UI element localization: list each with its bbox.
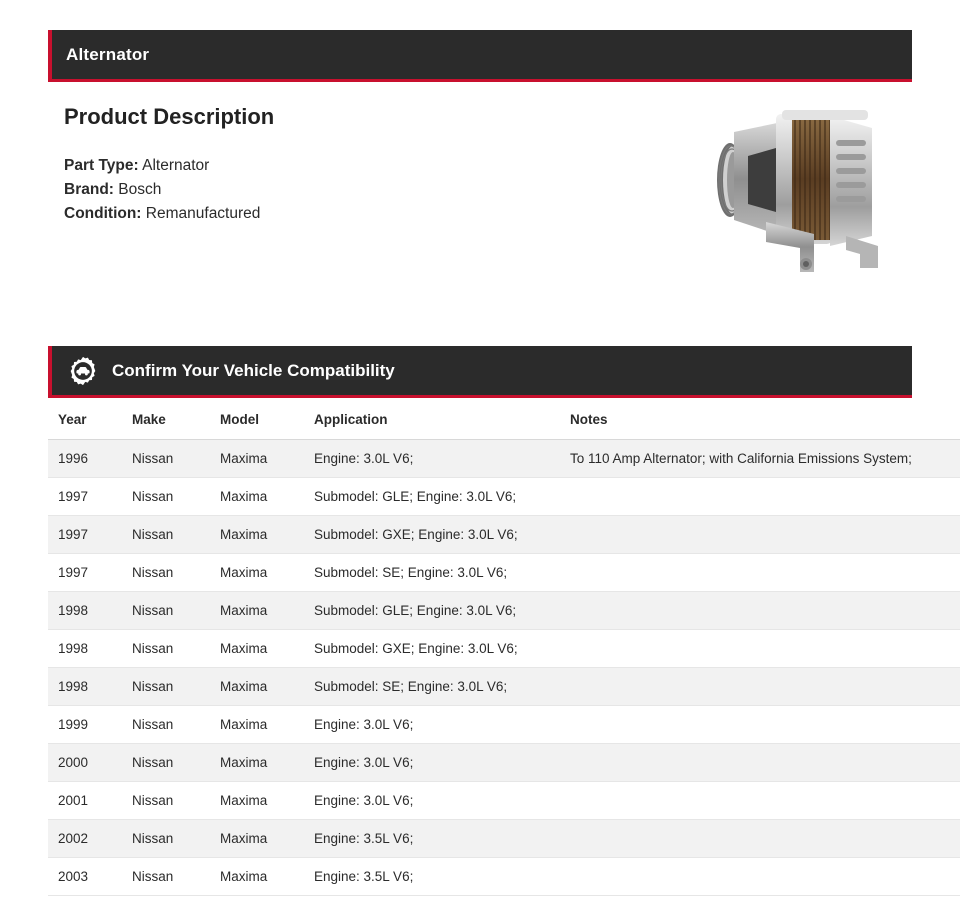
- table-row: [48, 478, 960, 516]
- table-row: [48, 744, 960, 782]
- cell-model: Maxima: [212, 440, 306, 478]
- cell-application: Engine: 3.5L V6;: [306, 820, 562, 858]
- cell-make: Nissan: [124, 668, 212, 706]
- cell-application: Submodel: GXE; Engine: 3.0L V6;: [306, 516, 562, 554]
- column-header-application: Application: [306, 398, 562, 440]
- cell-application: Submodel: GLE; Engine: 3.0L V6;: [306, 592, 562, 630]
- cell-notes: [562, 744, 960, 782]
- table-row: [48, 706, 960, 744]
- spec-row-brand: [64, 178, 608, 202]
- cell-notes: [562, 668, 960, 706]
- cell-model: Maxima: [212, 516, 306, 554]
- cell-year: 1997: [48, 554, 124, 592]
- cell-application: Engine: 3.5L V6;: [306, 858, 562, 896]
- cell-make: Nissan: [124, 440, 212, 478]
- cell-model: Maxima: [212, 744, 306, 782]
- table-header-row: [48, 398, 960, 440]
- compatibility-title: Confirm Your Vehicle Compatibility: [112, 360, 395, 380]
- cell-model: Maxima: [212, 592, 306, 630]
- spec-label-condition: Condition:: [64, 205, 142, 222]
- compatibility-header-bar: [48, 346, 912, 398]
- column-header-notes: Notes: [562, 398, 960, 440]
- cell-make: Nissan: [124, 706, 212, 744]
- cell-notes: [562, 478, 960, 516]
- cell-make: Nissan: [124, 592, 212, 630]
- cell-make: Nissan: [124, 630, 212, 668]
- product-description-heading: Product Description: [64, 104, 275, 129]
- cell-year: 1997: [48, 516, 124, 554]
- cell-make: Nissan: [124, 516, 212, 554]
- table-row: [48, 630, 960, 668]
- table-row: [48, 516, 960, 554]
- cell-notes: [562, 592, 960, 630]
- gear-car-icon: [66, 354, 100, 388]
- cell-notes: To 110 Amp Alternator; with California Emissions System;: [562, 440, 960, 478]
- cell-application: Submodel: SE; Engine: 3.0L V6;: [306, 554, 562, 592]
- cell-year: 2001: [48, 782, 124, 820]
- product-description-section: [48, 104, 912, 304]
- cell-make: Nissan: [124, 554, 212, 592]
- cell-make: Nissan: [124, 820, 212, 858]
- cell-year: 1996: [48, 440, 124, 478]
- cell-notes: [562, 706, 960, 744]
- table-row: [48, 440, 960, 478]
- column-header-year: Year: [48, 398, 124, 440]
- cell-model: Maxima: [212, 554, 306, 592]
- cell-make: Nissan: [124, 858, 212, 896]
- table-row: [48, 820, 960, 858]
- cell-year: 1998: [48, 630, 124, 668]
- table-row: [48, 668, 960, 706]
- fitment-table-head: [48, 398, 960, 440]
- cell-application: Engine: 3.0L V6;: [306, 706, 562, 744]
- spec-value-part-type: Alternator: [142, 157, 210, 174]
- table-row: [48, 782, 960, 820]
- cell-model: Maxima: [212, 820, 306, 858]
- listing-page: [0, 30, 960, 916]
- cell-model: Maxima: [212, 706, 306, 744]
- cell-year: 1999: [48, 706, 124, 744]
- cell-application: Submodel: GLE; Engine: 3.0L V6;: [306, 478, 562, 516]
- cell-year: 2000: [48, 744, 124, 782]
- spec-value-condition: Remanufactured: [145, 205, 261, 222]
- cell-application: Engine: 3.0L V6;: [306, 782, 562, 820]
- spec-label-brand: Brand:: [64, 181, 114, 198]
- cell-model: Maxima: [212, 668, 306, 706]
- column-header-model: Model: [212, 398, 306, 440]
- cell-notes: [562, 630, 960, 668]
- accent-stripe: [48, 346, 52, 395]
- spec-row-condition: [64, 202, 608, 226]
- cell-notes: [562, 782, 960, 820]
- product-description-text: [48, 104, 608, 226]
- cell-application: Engine: 3.0L V6;: [306, 744, 562, 782]
- table-row: [48, 554, 960, 592]
- table-row: [48, 592, 960, 630]
- cell-model: Maxima: [212, 478, 306, 516]
- cell-notes: [562, 858, 960, 896]
- cell-notes: [562, 554, 960, 592]
- fitment-table-body: [48, 440, 960, 896]
- page-title: Alternator: [66, 44, 150, 64]
- cell-model: Maxima: [212, 858, 306, 896]
- cell-make: Nissan: [124, 782, 212, 820]
- spec-label-part-type: Part Type:: [64, 157, 139, 174]
- alternator-photo: [696, 96, 906, 296]
- cell-application: Submodel: SE; Engine: 3.0L V6;: [306, 668, 562, 706]
- cell-year: 2002: [48, 820, 124, 858]
- product-title-bar: [48, 30, 912, 82]
- cell-year: 1997: [48, 478, 124, 516]
- cell-notes: [562, 516, 960, 554]
- cell-make: Nissan: [124, 478, 212, 516]
- cell-model: Maxima: [212, 630, 306, 668]
- cell-application: Engine: 3.0L V6;: [306, 440, 562, 478]
- spec-value-brand: Bosch: [118, 181, 162, 198]
- table-row: [48, 858, 960, 896]
- cell-year: 1998: [48, 592, 124, 630]
- spec-row-part-type: [64, 154, 608, 178]
- fitment-table: [48, 398, 960, 896]
- cell-model: Maxima: [212, 782, 306, 820]
- cell-year: 2003: [48, 858, 124, 896]
- cell-notes: [562, 820, 960, 858]
- cell-application: Submodel: GXE; Engine: 3.0L V6;: [306, 630, 562, 668]
- cell-make: Nissan: [124, 744, 212, 782]
- cell-year: 1998: [48, 668, 124, 706]
- column-header-make: Make: [124, 398, 212, 440]
